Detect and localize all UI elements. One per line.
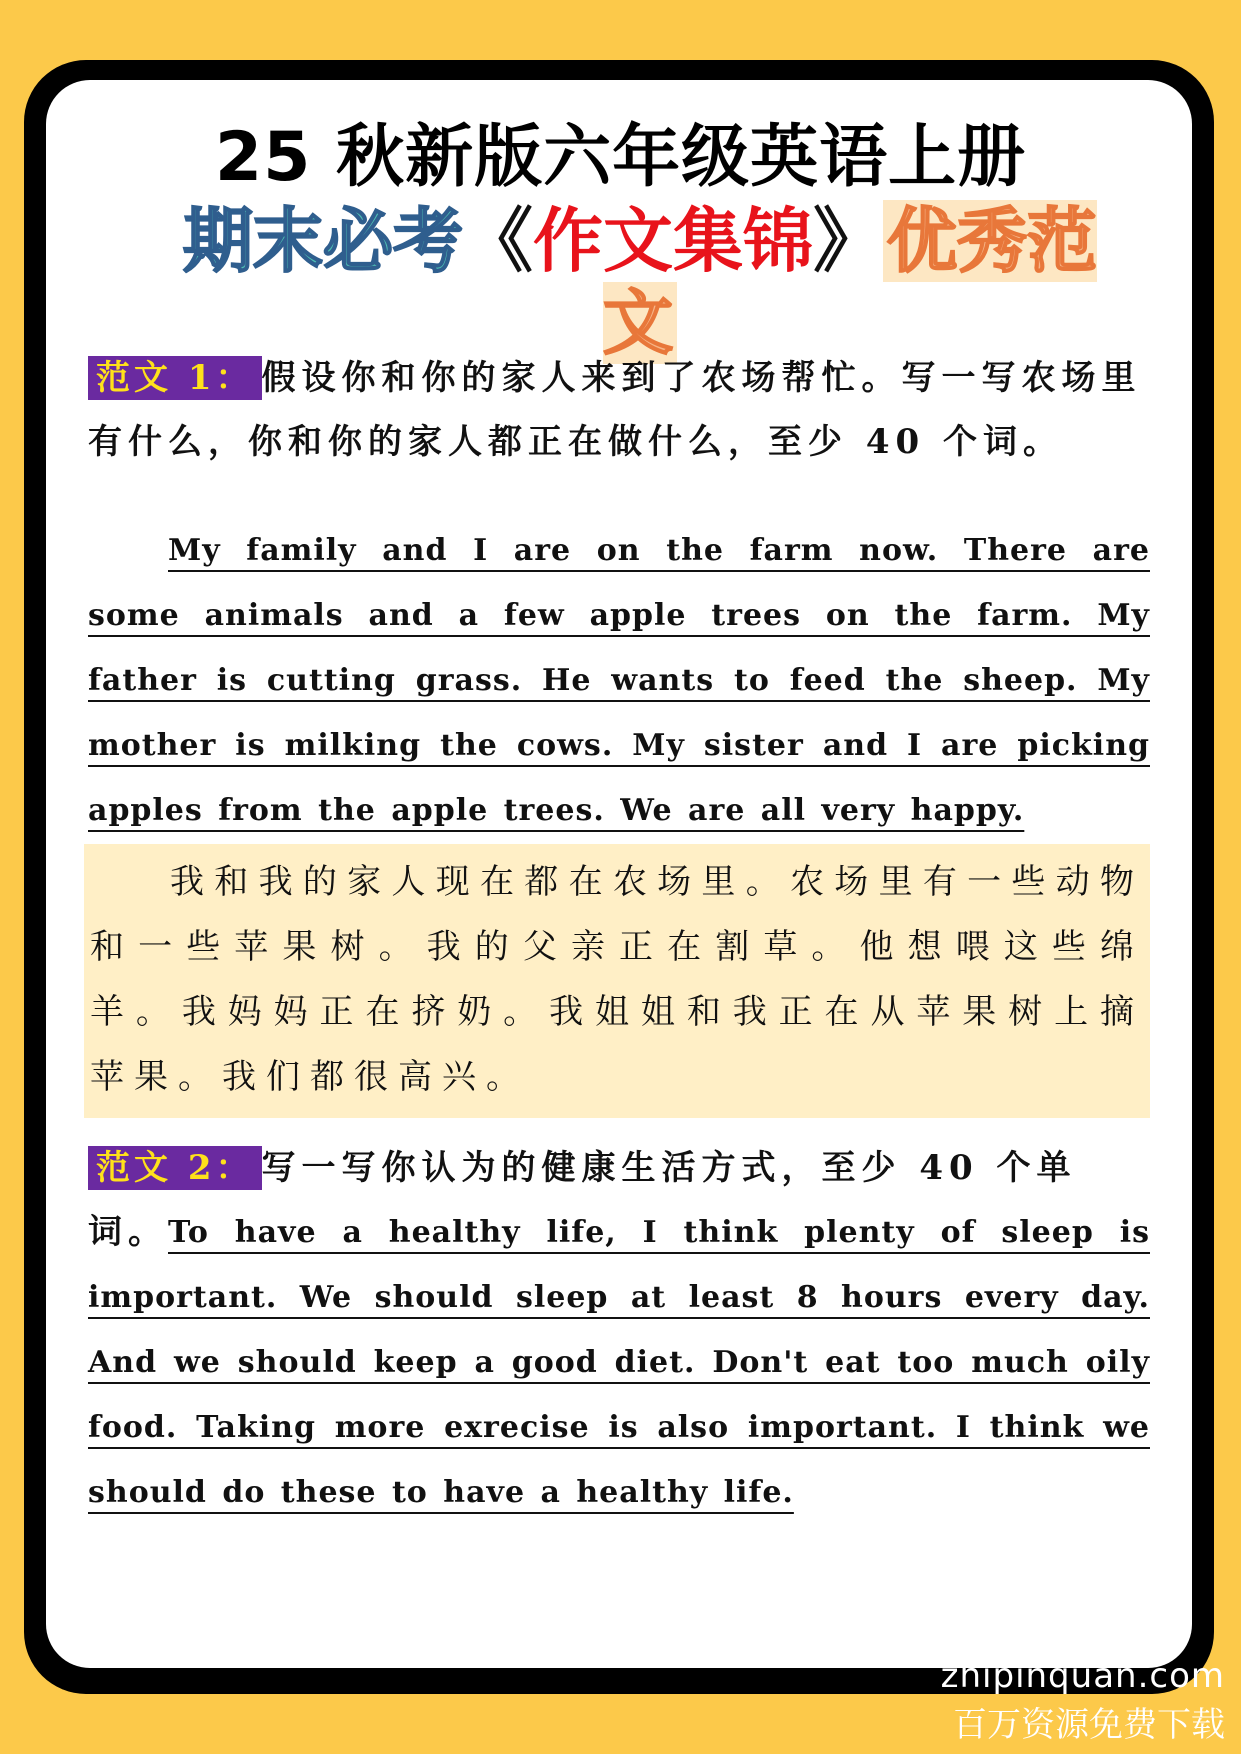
essay-2-text: To have a healthy life, I think plenty of sleep is important. We should sleep at least 8 hours every day. And we should keep a good diet. Don't eat too much oily food. Taking more exrecise is also important. I think we should do these to have a healthy life. bbox=[88, 1215, 1150, 1510]
essay-1-translation bbox=[88, 844, 1150, 1118]
title-line-2 bbox=[150, 200, 1130, 364]
essay-1-label: 范文 1： bbox=[88, 356, 262, 400]
essay-1-translation-text: 我和我的家人现在都在农场里。农场里有一些动物和一些苹果树。我的父亲正在割草。他想喂这些绵羊。我妈妈正在挤奶。我姐姐和我正在从苹果树上摘苹果。我们都很高兴。 bbox=[84, 844, 1150, 1118]
title-bracket-close: 》 bbox=[813, 200, 883, 282]
essay-2-label: 范文 2： bbox=[88, 1146, 262, 1190]
essay-1-body bbox=[88, 518, 1150, 843]
title-bracket-open: 《 bbox=[463, 200, 533, 282]
title-line-1: 25 秋新版六年级英语上册 bbox=[214, 118, 1027, 197]
essay-1-prompt-text: 假设你和你的家人来到了农场帮忙。写一写农场里有什么，你和你的家人都正在做什么，至少 40 个词。 bbox=[88, 358, 1142, 462]
watermark-slogan: 百万资源免费下载 bbox=[953, 1705, 1225, 1745]
title-part-exam: 期末必考 bbox=[183, 200, 463, 282]
watermark-site: zhipinquan.com bbox=[940, 1656, 1225, 1696]
essay-1-prompt bbox=[88, 346, 1150, 474]
essay-2-prompt-text: 写一写你认为的健康生活方式，至少 40 个单词。 bbox=[88, 1148, 1077, 1252]
essay-1-text: My family and I are on the farm now. There are some animals and a few apple trees on the farm. My father is cutting grass. He wants to feed the sheep. My mother is milking the cows. My sister and I are picking apples from the apple trees. We are all very happy. bbox=[88, 533, 1150, 828]
title-part-excellent: 优秀范文 bbox=[603, 200, 1097, 364]
title-part-collection: 作文集锦 bbox=[533, 200, 813, 282]
essay-2-body bbox=[88, 1200, 1150, 1525]
